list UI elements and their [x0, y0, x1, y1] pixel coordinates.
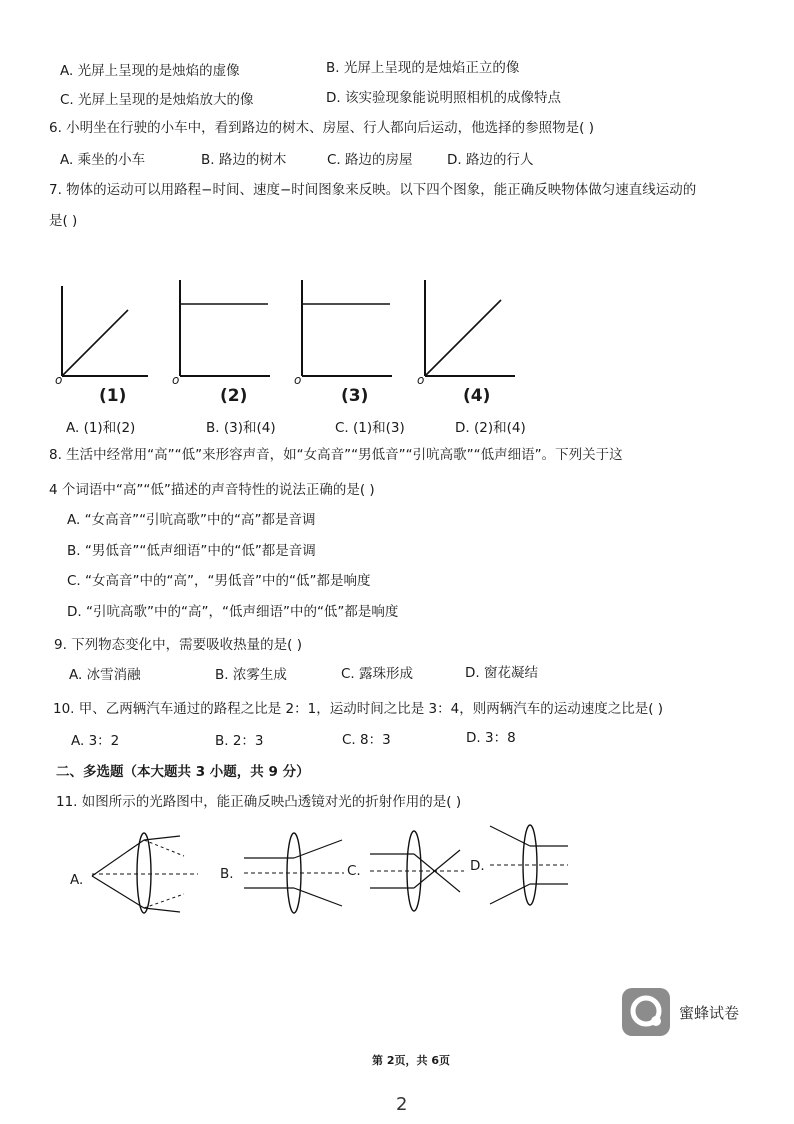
graph-2-origin: o — [172, 373, 180, 387]
q11-stem: 11. 如图所示的光路图中，能正确反映凸透镜对光的折射作用的是( ) — [56, 794, 462, 810]
q7-option-d: D. (2)和(4) — [455, 420, 526, 436]
q7-option-b: B. (3)和(4) — [206, 420, 276, 436]
q11-option-c: C. — [347, 863, 361, 879]
q9-option-c: C. 露珠形成 — [341, 666, 414, 682]
watermark-logo-icon — [622, 988, 670, 1036]
q10-option-c: C. 8：3 — [342, 732, 391, 748]
lens-diagram-c — [368, 826, 468, 916]
q5-option-c: C. 光屏上呈现的是烛焰放大的像 — [60, 92, 254, 108]
q10-stem: 10. 甲、乙两辆汽车通过的路程之比是 2：1，运动时间之比是 3：4，则两辆汽车的运动速度之比是( ) — [53, 701, 664, 717]
graph-3 — [290, 276, 395, 382]
q9-option-b: B. 浓雾生成 — [215, 667, 287, 683]
lens-diagram-a — [88, 828, 213, 918]
graph-3-label: (3) — [341, 386, 369, 406]
q7-option-a: A. (1)和(2) — [66, 420, 136, 436]
q6-stem: 6. 小明坐在行驶的小车中，看到路边的树木、房屋、行人都向后运动，他选择的参照物是( ) — [49, 120, 594, 136]
q6-option-c: C. 路边的房屋 — [327, 152, 413, 168]
page-number: 2 — [396, 1094, 408, 1115]
q8-option-a: A. “女高音”“引吭高歌”中的“高”都是音调 — [67, 512, 316, 528]
q6-option-b: B. 路边的树木 — [201, 152, 287, 168]
graph-2-label: (2) — [220, 386, 248, 406]
q10-option-a: A. 3：2 — [71, 733, 120, 749]
q8-stem-line1: 8. 生活中经常用“高”“低”来形容声音，如“女高音”“男低音”“引吭高歌”“低声细语”。下列关于这 — [49, 447, 623, 463]
q7-stem-line2: 是( ) — [49, 213, 78, 229]
graph-4-label: (4) — [463, 386, 491, 406]
q9-option-d: D. 窗花凝结 — [465, 665, 538, 681]
lens-diagram-d — [488, 820, 570, 910]
q5-option-a: A. 光屏上呈现的是烛焰的虚像 — [60, 63, 240, 79]
section-2-heading: 二、多选题（本大题共 3 小题，共 9 分） — [56, 764, 310, 780]
q8-stem-line2: 4 个词语中“高”“低”描述的声音特性的说法正确的是( ) — [49, 482, 375, 498]
graph-4 — [413, 276, 518, 382]
graph-2 — [168, 276, 273, 382]
q8-option-d: D. “引吭高歌”中的“高”，“低声细语”中的“低”都是响度 — [67, 604, 399, 620]
graph-1 — [50, 282, 150, 382]
watermark-text: 蜜蜂试卷 — [679, 1004, 740, 1022]
graph-1-origin: o — [55, 373, 63, 387]
q5-option-b: B. 光屏上呈现的是烛焰正立的像 — [326, 60, 520, 76]
q9-option-a: A. 冰雪消融 — [69, 667, 141, 683]
graph-3-origin: o — [294, 373, 302, 387]
lens-diagram-b — [240, 828, 350, 918]
page-footer: 第 2页，共 6页 — [372, 1054, 450, 1067]
q10-option-b: B. 2：3 — [215, 733, 264, 749]
q11-option-d: D. — [470, 858, 485, 874]
q9-stem: 9. 下列物态变化中，需要吸收热量的是( ) — [54, 637, 302, 653]
q8-option-b: B. “男低音”“低声细语”中的“低”都是音调 — [67, 543, 316, 559]
graph-1-label: (1) — [99, 386, 127, 406]
q7-stem-line1: 7. 物体的运动可以用路程−时间、速度−时间图象来反映。以下四个图象，能正确反映物体做匀速直线运动的 — [49, 182, 697, 198]
q11-option-b: B. — [220, 866, 234, 882]
q5-option-d: D. 该实验现象能说明照相机的成像特点 — [326, 90, 561, 106]
graph-4-origin: o — [417, 373, 425, 387]
q11-option-a: A. — [70, 872, 84, 888]
q6-option-a: A. 乘坐的小车 — [60, 152, 146, 168]
q8-option-c: C. “女高音”中的“高”，“男低音”中的“低”都是响度 — [67, 573, 371, 589]
q10-option-d: D. 3：8 — [466, 730, 516, 746]
q7-option-c: C. (1)和(3) — [335, 420, 405, 436]
q6-option-d: D. 路边的行人 — [447, 152, 534, 168]
